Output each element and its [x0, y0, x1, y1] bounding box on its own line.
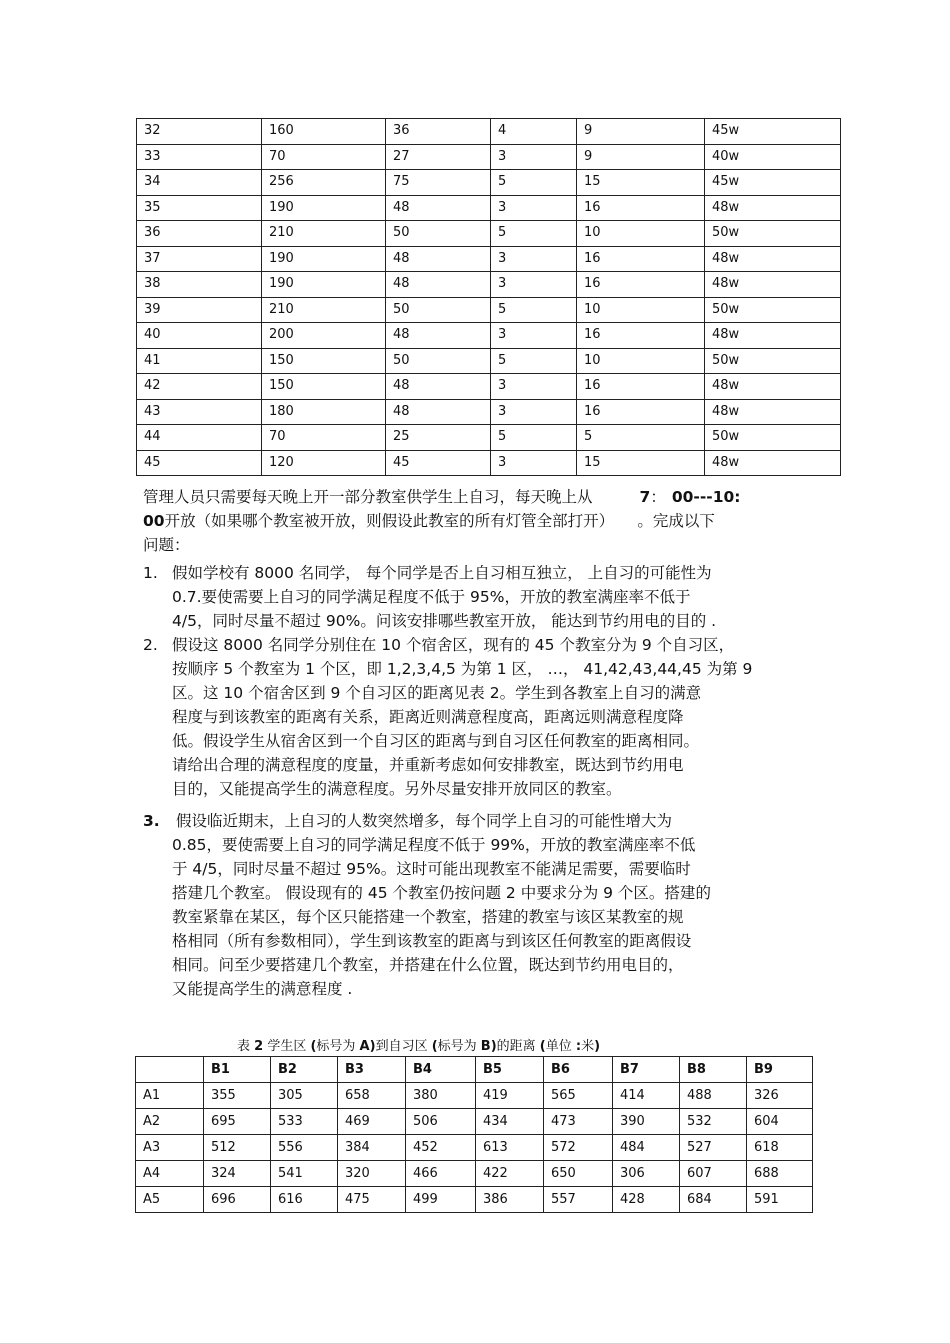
table-row — [136, 1135, 813, 1161]
table-cell: 120 — [262, 450, 386, 476]
table-cell: 5 — [491, 425, 577, 451]
table-cell: 45 — [137, 450, 262, 476]
column-header: B6 — [544, 1057, 613, 1083]
table-cell: 607 — [680, 1161, 747, 1187]
table-cell: 200 — [262, 323, 386, 349]
table-cell: 16 — [577, 323, 705, 349]
table-cell: 414 — [613, 1083, 680, 1109]
table-row — [137, 399, 841, 425]
table-row — [136, 1083, 813, 1109]
table-row — [136, 1187, 813, 1213]
table-cell: 613 — [476, 1135, 544, 1161]
table-cell: 190 — [262, 246, 386, 272]
distance-table-header — [136, 1057, 813, 1083]
table-cell: 48 — [386, 399, 491, 425]
table-cell: 5 — [491, 297, 577, 323]
table-cell: 210 — [262, 297, 386, 323]
table-cell: 434 — [476, 1109, 544, 1135]
table-cell: 9 — [577, 119, 705, 145]
table-cell: 512 — [204, 1135, 271, 1161]
table-cell: 390 — [613, 1109, 680, 1135]
table-cell: 658 — [338, 1083, 406, 1109]
row-header: A4 — [136, 1161, 204, 1187]
table-cell: 150 — [262, 348, 386, 374]
table-cell: 684 — [680, 1187, 747, 1213]
table-cell: 48w — [705, 450, 841, 476]
table-row — [136, 1161, 813, 1187]
table-cell: 572 — [544, 1135, 613, 1161]
table-cell: 5 — [491, 221, 577, 247]
row-header: A3 — [136, 1135, 204, 1161]
table-cell: 3 — [491, 323, 577, 349]
table-cell: 428 — [613, 1187, 680, 1213]
table-cell: 16 — [577, 246, 705, 272]
question-2-text: 假设这 8000 名同学分别住在 10 个宿舍区，现有的 45 个教室分为 9 个自习区， 按顺序 5 个教室为 1 个区，即 1,2,3,4,5 为第 1 区， …， 41,42,43,44,45 为第 9 区。这 10 个宿舍区到 9 个自习区的距离见表 2。学生到各教室上自习的满意 程度与到该教室的距离有关系，距离近则满意程度高，距离远则满意程度降 低。假设学生从宿舍区到一个自习区的距离与到自习区任何教室的距离相同。 请给出合理的满意程度的度量，并重新考虑如何安排教室，既达到节约用电 目的，又能提高学生的满意程度。另外尽量安排开放同区的教室。 — [172, 636, 753, 798]
table-row — [137, 272, 841, 298]
table-cell: 75 — [386, 170, 491, 196]
table-row — [137, 297, 841, 323]
table-cell: 36 — [137, 221, 262, 247]
intro-line-3: 问题： — [143, 536, 190, 554]
table-cell: 10 — [577, 221, 705, 247]
table-cell: 39 — [137, 297, 262, 323]
table-cell: 386 — [476, 1187, 544, 1213]
table-row — [137, 119, 841, 145]
table-cell: 452 — [406, 1135, 476, 1161]
table-cell: 591 — [747, 1187, 813, 1213]
table-cell: 506 — [406, 1109, 476, 1135]
table-cell: 695 — [204, 1109, 271, 1135]
table-row — [137, 374, 841, 400]
table-cell: 43 — [137, 399, 262, 425]
table-cell: 50w — [705, 348, 841, 374]
table-cell: 50 — [386, 348, 491, 374]
table-cell: 565 — [544, 1083, 613, 1109]
distance-table — [135, 1056, 813, 1213]
table-cell: 305 — [271, 1083, 338, 1109]
table-cell: 16 — [577, 272, 705, 298]
table-cell: 25 — [386, 425, 491, 451]
column-header: B3 — [338, 1057, 406, 1083]
table-cell: 488 — [680, 1083, 747, 1109]
intro-line-1: 管理人员只需要每天晚上开一部分教室供学生上自习，每天晚上从 7： 00---10: — [143, 488, 741, 506]
table-row — [137, 450, 841, 476]
table-cell: 32 — [137, 119, 262, 145]
table-cell: 48w — [705, 246, 841, 272]
table-row — [137, 170, 841, 196]
table-cell: 27 — [386, 144, 491, 170]
table-cell: 70 — [262, 425, 386, 451]
table-cell: 326 — [747, 1083, 813, 1109]
column-header: B7 — [613, 1057, 680, 1083]
table-cell: 16 — [577, 195, 705, 221]
table-row — [137, 348, 841, 374]
table-row — [137, 425, 841, 451]
table-row — [137, 246, 841, 272]
table-cell: 41 — [137, 348, 262, 374]
table-cell: 256 — [262, 170, 386, 196]
table-cell: 210 — [262, 221, 386, 247]
row-header: A2 — [136, 1109, 204, 1135]
table-cell: 48 — [386, 374, 491, 400]
table-cell: 475 — [338, 1187, 406, 1213]
column-header: B9 — [747, 1057, 813, 1083]
column-header: B5 — [476, 1057, 544, 1083]
table-cell: 40 — [137, 323, 262, 349]
table-cell: 532 — [680, 1109, 747, 1135]
table-cell: 3 — [491, 450, 577, 476]
table-cell: 3 — [491, 144, 577, 170]
table-cell: 466 — [406, 1161, 476, 1187]
table-cell: 9 — [577, 144, 705, 170]
row-header: A1 — [136, 1083, 204, 1109]
table-cell: 16 — [577, 399, 705, 425]
table-row — [137, 323, 841, 349]
table-cell: 4 — [491, 119, 577, 145]
table-cell: 380 — [406, 1083, 476, 1109]
table-cell: 473 — [544, 1109, 613, 1135]
table-cell: 320 — [338, 1161, 406, 1187]
table-cell: 384 — [338, 1135, 406, 1161]
row-header: A5 — [136, 1187, 204, 1213]
table-cell: 48 — [386, 272, 491, 298]
table-cell: 50w — [705, 221, 841, 247]
table-cell: 180 — [262, 399, 386, 425]
table-cell: 50w — [705, 297, 841, 323]
table-cell: 484 — [613, 1135, 680, 1161]
question-3-text: 假设临近期末，上自习的人数突然增多，每个同学上自习的可能性增大为 0.85，要使需要上自习的同学满足程度不低于 99%，开放的教室满座率不低 于 4/5，同时尽量不超过 95%。这时可能出现教室不能满足需要，需要临时 搭建几个教室。 假设现有的 45 个教室仍按问题 2 中要求分为 9 个区。搭建的 教室紧靠在某区，每个区只能搭建一个教室，搭建的教室与该区某教室的规 格相同（所有参数相同），学生到该教室的距离与到该区任何教室的距离假设 相同。问至少要搭建几个教室，并搭建在什么位置，既达到节约用电目的， 又能提高学生的满意程度 . — [172, 812, 711, 998]
table-cell: 160 — [262, 119, 386, 145]
table-cell: 48w — [705, 374, 841, 400]
table-cell: 10 — [577, 297, 705, 323]
table-cell: 541 — [271, 1161, 338, 1187]
table-cell: 48w — [705, 272, 841, 298]
table-cell: 5 — [577, 425, 705, 451]
table-cell: 40w — [705, 144, 841, 170]
table-cell: 190 — [262, 195, 386, 221]
table-cell: 10 — [577, 348, 705, 374]
table-cell: 499 — [406, 1187, 476, 1213]
table-cell: 45w — [705, 170, 841, 196]
table-cell: 15 — [577, 450, 705, 476]
table-row — [137, 221, 841, 247]
table-cell: 696 — [204, 1187, 271, 1213]
table-cell: 70 — [262, 144, 386, 170]
table-cell: 556 — [271, 1135, 338, 1161]
table-cell: 44 — [137, 425, 262, 451]
table-cell: 5 — [491, 348, 577, 374]
table-cell: 3 — [491, 272, 577, 298]
table-cell: 45 — [386, 450, 491, 476]
table-cell: 355 — [204, 1083, 271, 1109]
table-cell: 3 — [491, 246, 577, 272]
table-cell: 50w — [705, 425, 841, 451]
table-cell: 36 — [386, 119, 491, 145]
table-cell: 15 — [577, 170, 705, 196]
table-cell: 419 — [476, 1083, 544, 1109]
table-cell: 422 — [476, 1161, 544, 1187]
table-cell: 650 — [544, 1161, 613, 1187]
question-1-text: 假如学校有 8000 名同学， 每个同学是否上自习相互独立， 上自习的可能性为 0.7.要使需要上自习的同学满足程度不低于 95%，开放的教室满座率不低于 4/5，同时尽量不超过 90%。问该安排哪些教室开放， 能达到节约用电的目的 . — [172, 564, 717, 630]
table-cell: 604 — [747, 1109, 813, 1135]
table-cell: 48 — [386, 195, 491, 221]
question-1-number: 1. — [143, 564, 158, 582]
table-row — [137, 144, 841, 170]
table-row — [137, 195, 841, 221]
table-cell: 48w — [705, 399, 841, 425]
table-cell: 37 — [137, 246, 262, 272]
column-header: B1 — [204, 1057, 271, 1083]
table-cell: 618 — [747, 1135, 813, 1161]
table-cell: 50 — [386, 221, 491, 247]
column-header: B8 — [680, 1057, 747, 1083]
classroom-table — [136, 118, 841, 476]
table-cell: 35 — [137, 195, 262, 221]
table-cell: 688 — [747, 1161, 813, 1187]
question-3-number: 3. — [143, 812, 160, 830]
table-cell: 3 — [491, 195, 577, 221]
table-cell: 45w — [705, 119, 841, 145]
table-cell: 42 — [137, 374, 262, 400]
table-cell: 48 — [386, 246, 491, 272]
table-cell: 34 — [137, 170, 262, 196]
table-cell: 190 — [262, 272, 386, 298]
table-cell: 50 — [386, 297, 491, 323]
table-cell: 16 — [577, 374, 705, 400]
intro-line-2: 00开放（如果哪个教室被开放，则假设此教室的所有灯管全部打开） 。完成以下 — [143, 512, 715, 530]
column-header — [136, 1057, 204, 1083]
table-cell: 33 — [137, 144, 262, 170]
table-cell: 48 — [386, 323, 491, 349]
table-cell: 3 — [491, 374, 577, 400]
question-2-number: 2. — [143, 636, 158, 654]
table-cell: 557 — [544, 1187, 613, 1213]
column-header: B2 — [271, 1057, 338, 1083]
table-cell: 3 — [491, 399, 577, 425]
table-cell: 469 — [338, 1109, 406, 1135]
table-cell: 306 — [613, 1161, 680, 1187]
table-cell: 38 — [137, 272, 262, 298]
column-header: B4 — [406, 1057, 476, 1083]
table-row — [136, 1109, 813, 1135]
table-2-caption: 表 2 学生区 (标号为 A)到自习区 (标号为 B)的距离 (单位 :米) — [237, 1039, 601, 1054]
table-cell: 533 — [271, 1109, 338, 1135]
table-cell: 616 — [271, 1187, 338, 1213]
table-cell: 48w — [705, 323, 841, 349]
table-cell: 324 — [204, 1161, 271, 1187]
table-cell: 5 — [491, 170, 577, 196]
table-cell: 48w — [705, 195, 841, 221]
table-cell: 150 — [262, 374, 386, 400]
table-cell: 527 — [680, 1135, 747, 1161]
